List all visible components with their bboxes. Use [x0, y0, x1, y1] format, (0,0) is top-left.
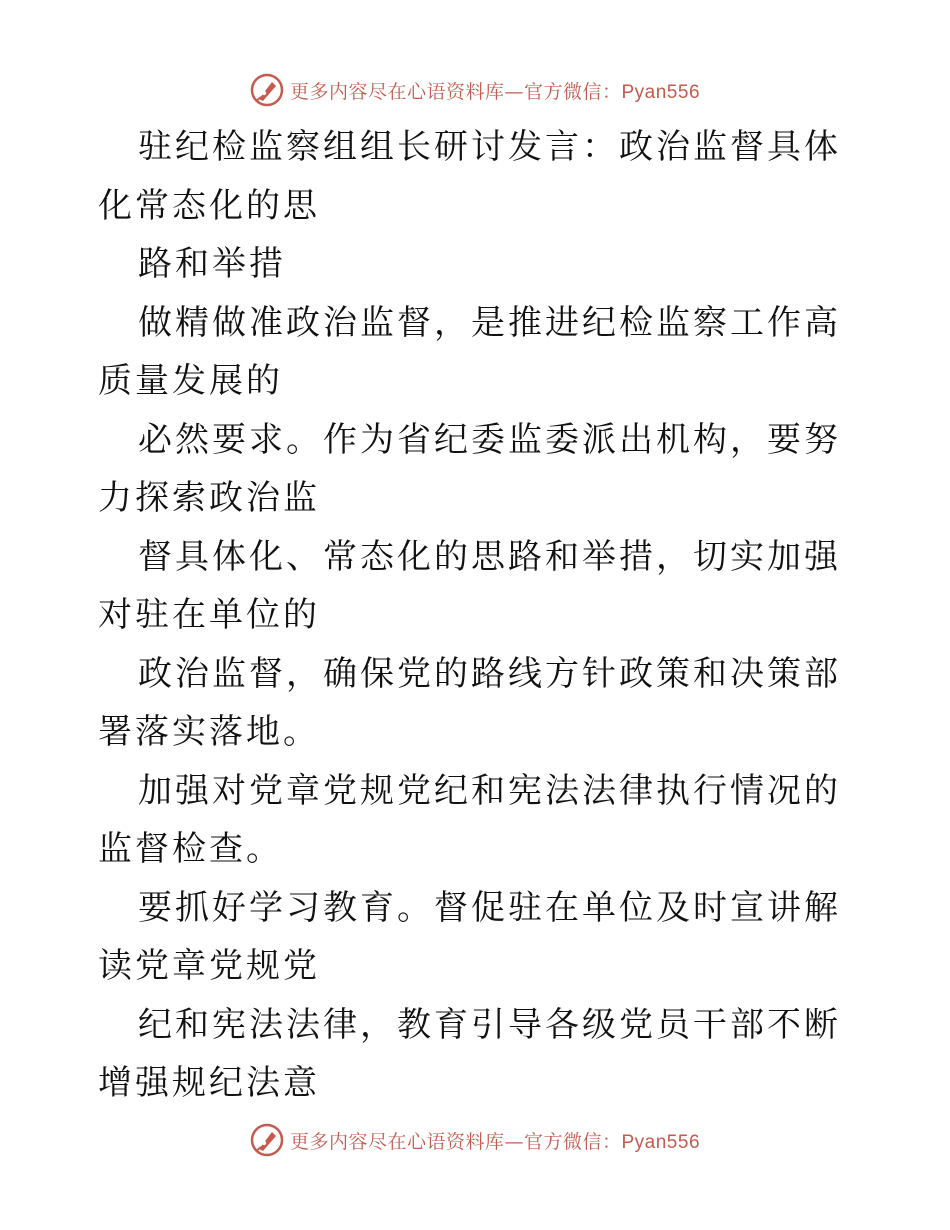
body-line: 要抓好学习教育。督促驻在单位及时宣讲解读党章党规党: [98, 887, 841, 986]
footer-banner: [0, 1120, 950, 1160]
footer-wechat-id: Pyan556: [621, 1131, 701, 1153]
header-wechat-id: Pyan556: [621, 81, 701, 103]
body-line: 必然要求。作为省纪委监委派出机构，要努力探索政治监: [98, 419, 841, 518]
footer-promo-text: [290, 1127, 700, 1154]
header-banner: [0, 70, 950, 110]
header-promo-text: [290, 77, 700, 104]
body-line: 做精做准政治监督，是推进纪检监察工作高质量发展的: [98, 302, 841, 401]
document-body: [98, 118, 858, 1113]
pen-nib-logo-icon: [250, 73, 284, 107]
body-line: 加强对党章党规党纪和宪法法律执行情况的监督检查。: [98, 770, 841, 869]
body-line: 政治监督，确保党的路线方针政策和决策部署落实落地。: [98, 653, 841, 752]
header-promo-prefix: 更多内容尽在心语资料库—官方微信：: [289, 80, 622, 103]
footer-promo-prefix: 更多内容尽在心语资料库—官方微信：: [289, 1130, 622, 1153]
body-line: 路和举措: [138, 244, 286, 284]
pen-nib-logo-icon: [250, 1123, 284, 1157]
body-line: 督具体化、常态化的思路和举措，切实加强对驻在单位的: [98, 536, 841, 635]
body-line: 驻纪检监察组组长研讨发言：政治监督具体化常态化的思: [98, 127, 841, 226]
body-line: 纪和宪法法律，教育引导各级党员干部不断增强规纪法意: [98, 1004, 841, 1103]
